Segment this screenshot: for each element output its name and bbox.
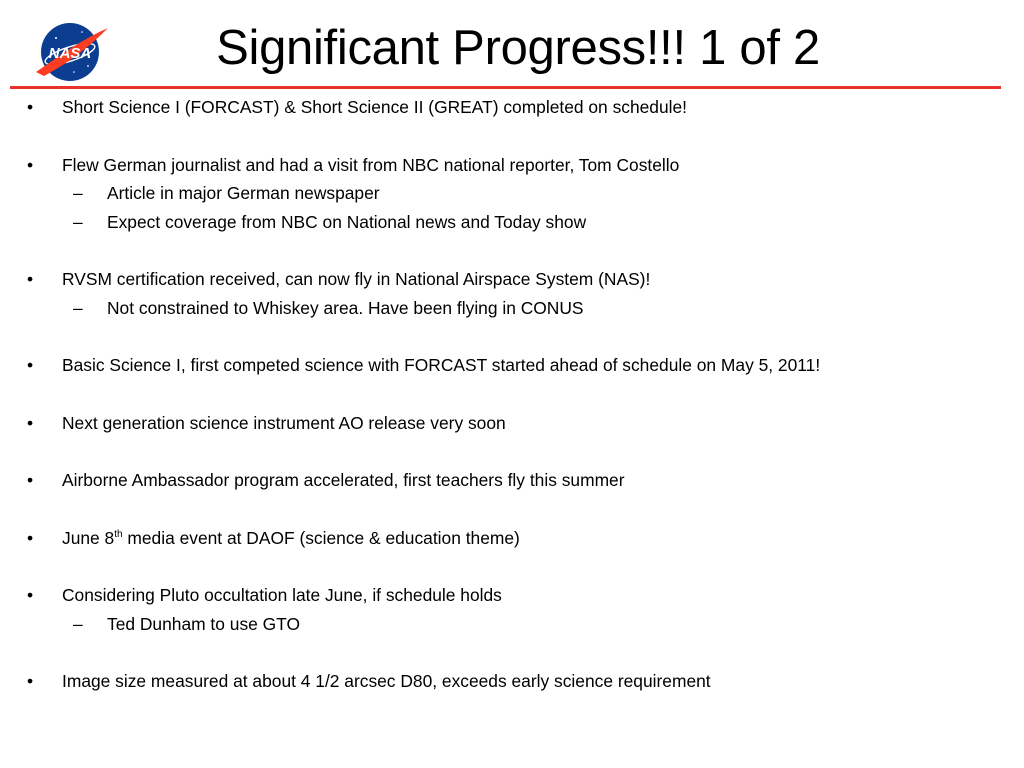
sub-bullet-item xyxy=(0,179,1024,208)
bullet-marker: • xyxy=(27,671,34,691)
bullet-group xyxy=(0,667,1024,696)
bullet-text: June 8 xyxy=(62,527,115,548)
bullet-marker: • xyxy=(27,412,34,433)
sub-bullet-text: Expect coverage from NBC on National news and Today show xyxy=(107,211,587,232)
bullet-text: Short Science I (FORCAST) & Short Science II (GREAT) completed on schedule! xyxy=(62,97,688,117)
bullet-text: Considering Pluto occultation late June, if schedule holds xyxy=(62,585,502,605)
bullet-marker: • xyxy=(27,97,34,117)
dash-marker: – xyxy=(73,183,83,203)
sub-bullet-text: Article in major German newspaper xyxy=(107,183,380,203)
dash-marker: – xyxy=(73,211,83,232)
sub-bullet-text: Ted Dunham to use GTO xyxy=(107,613,301,634)
logo-wordmark: NASA xyxy=(48,45,92,62)
sub-bullet-item xyxy=(0,294,1024,323)
bullet-list xyxy=(0,93,1024,725)
ordinal-suffix: th xyxy=(114,528,123,540)
bullet-item xyxy=(0,524,1024,553)
bullet-group xyxy=(0,93,1024,122)
bullet-group xyxy=(0,581,1024,638)
bullet-item xyxy=(0,93,1024,122)
bullet-group xyxy=(0,351,1024,380)
bullet-marker: • xyxy=(27,527,34,548)
bullet-marker: • xyxy=(27,470,34,490)
dash-marker: – xyxy=(73,297,83,318)
bullet-item xyxy=(0,466,1024,495)
bullet-marker: • xyxy=(27,269,34,289)
bullet-text: Airborne Ambassador program accelerated, first teachers fly this summer xyxy=(62,470,625,490)
bullet-item xyxy=(0,151,1024,180)
title-divider xyxy=(10,86,1001,89)
sub-bullet-item xyxy=(0,208,1024,237)
bullet-text: media event at DAOF (science & education theme) xyxy=(122,527,520,548)
bullet-marker: • xyxy=(27,355,34,375)
bullet-text: Image size measured at about 4 1/2 arcsec D80, exceeds early science requirement xyxy=(62,671,711,691)
bullet-item xyxy=(0,667,1024,696)
bullet-group xyxy=(0,466,1024,495)
bullet-item xyxy=(0,265,1024,294)
bullet-group xyxy=(0,409,1024,438)
bullet-group xyxy=(0,265,1024,322)
dash-marker: – xyxy=(73,613,83,634)
slide-title: Significant Progress!!! 1 of 2 xyxy=(216,21,820,75)
bullet-item xyxy=(0,581,1024,610)
sub-bullet-item xyxy=(0,610,1024,639)
bullet-marker: • xyxy=(27,154,34,175)
sub-bullet-text: Not constrained to Whiskey area. Have been flying in CONUS xyxy=(107,297,584,318)
bullet-text: Basic Science I, first competed science with FORCAST started ahead of schedule on May 5, 2011! xyxy=(62,355,821,375)
bullet-text: RVSM certification received, can now fly in National Airspace System (NAS)! xyxy=(62,269,651,289)
bullet-item xyxy=(0,409,1024,438)
bullet-text: Next generation science instrument AO release very soon xyxy=(62,412,506,433)
bullet-marker: • xyxy=(27,585,34,605)
bullet-group xyxy=(0,151,1024,237)
bullet-item xyxy=(0,351,1024,380)
bullet-group xyxy=(0,524,1024,553)
bullet-text: Flew German journalist and had a visit from NBC national reporter, Tom Costello xyxy=(62,154,680,175)
